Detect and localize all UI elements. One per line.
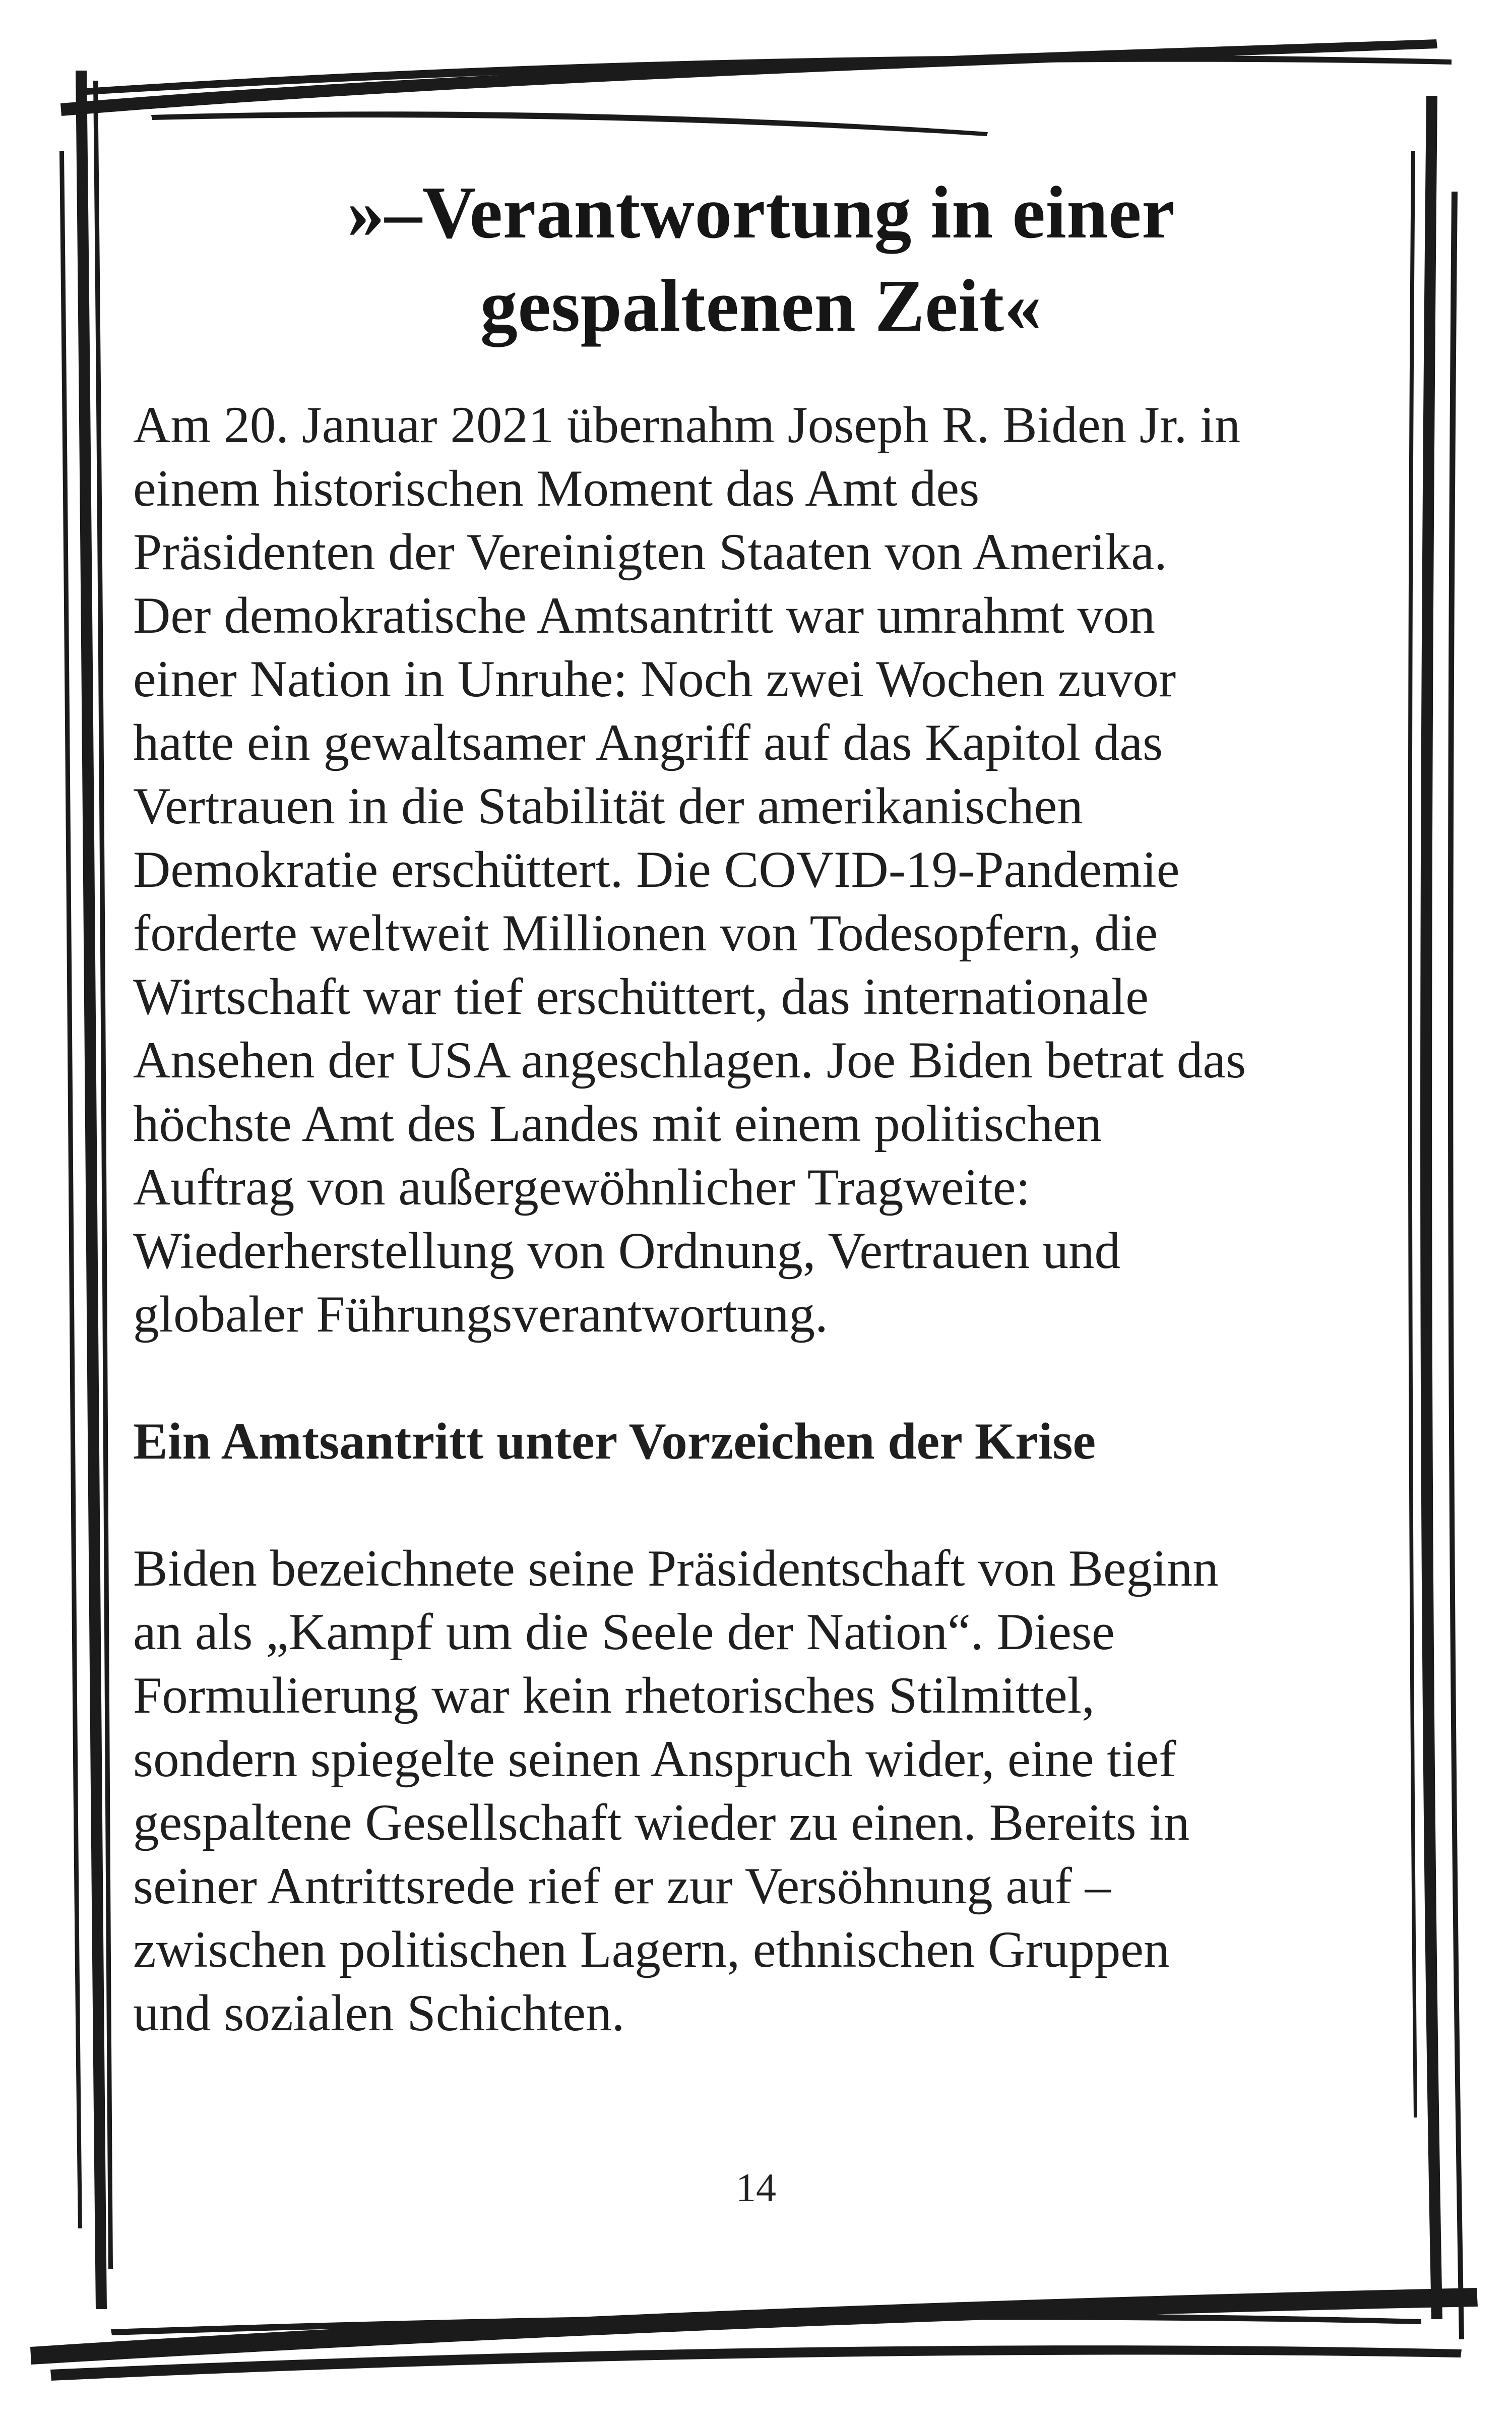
paragraph-spacer (133, 1473, 1403, 1537)
text-line: Demokratie erschüttert. Die COVID-19-Pandemie (133, 841, 1180, 898)
paragraph-intro (133, 393, 1403, 1346)
chapter-title-line-1: »–Verantwortung in einer (347, 171, 1175, 254)
text-line: an als „Kampf um die Seele der Nation“. Diese (133, 1603, 1115, 1661)
chapter-title (101, 166, 1421, 353)
text-line: höchste Amt des Landes mit einem politischen (133, 1095, 1102, 1153)
text-line: einer Nation in Unruhe: Noch zwei Wochen zuvor (133, 650, 1176, 708)
section-subheading: Ein Amtsantritt unter Vorzeichen der Krise (133, 1413, 1096, 1470)
paragraph-second (133, 1537, 1403, 2045)
text-line: Wiederherstellung von Ordnung, Vertrauen und (133, 1222, 1121, 1280)
text-line: Am 20. Januar 2021 übernahm Joseph R. Biden Jr. in (133, 396, 1241, 454)
text-line: gespaltene Gesellschaft wieder zu einen. Bereits in (133, 1794, 1190, 1851)
text-line: globaler Führungsverantwortung. (133, 1286, 828, 1343)
body-text (133, 393, 1403, 2045)
paragraph-spacer (133, 1346, 1403, 1410)
text-line: Wirtschaft war tief erschüttert, das internationale (133, 968, 1149, 1025)
text-line: Auftrag von außergewöhnlicher Tragweite: (133, 1159, 1031, 1216)
text-line: forderte weltweit Millionen von Todesopfern, die (133, 904, 1158, 962)
text-line: Biden bezeichnete seine Präsidentschaft von Beginn (133, 1540, 1219, 1597)
text-line: Formulierung war kein rhetorisches Stilmittel, (133, 1667, 1095, 1724)
text-line: Präsidenten der Vereinigten Staaten von Amerika. (133, 523, 1167, 581)
text-line: einem historischen Moment das Amt des (133, 460, 980, 517)
text-line: und sozialen Schichten. (133, 1984, 625, 2042)
text-line: sondern spiegelte seinen Anspruch wider, eine tief (133, 1730, 1176, 1788)
text-line: Der demokratische Amtsantritt war umrahmt von (133, 587, 1156, 644)
text-line: zwischen politischen Lagern, ethnischen Gruppen (133, 1921, 1170, 1978)
page-number: 14 (736, 2166, 776, 2210)
text-line: Ansehen der USA angeschlagen. Joe Biden betrat das (133, 1032, 1246, 1089)
text-line: seiner Antrittsrede rief er zur Versöhnung auf – (133, 1857, 1111, 1915)
chapter-title-line-2: gespaltenen Zeit« (480, 265, 1042, 347)
text-line: Vertrauen in die Stabilität der amerikanischen (133, 777, 1083, 835)
text-line: hatte ein gewaltsamer Angriff auf das Kapitol das (133, 714, 1163, 771)
